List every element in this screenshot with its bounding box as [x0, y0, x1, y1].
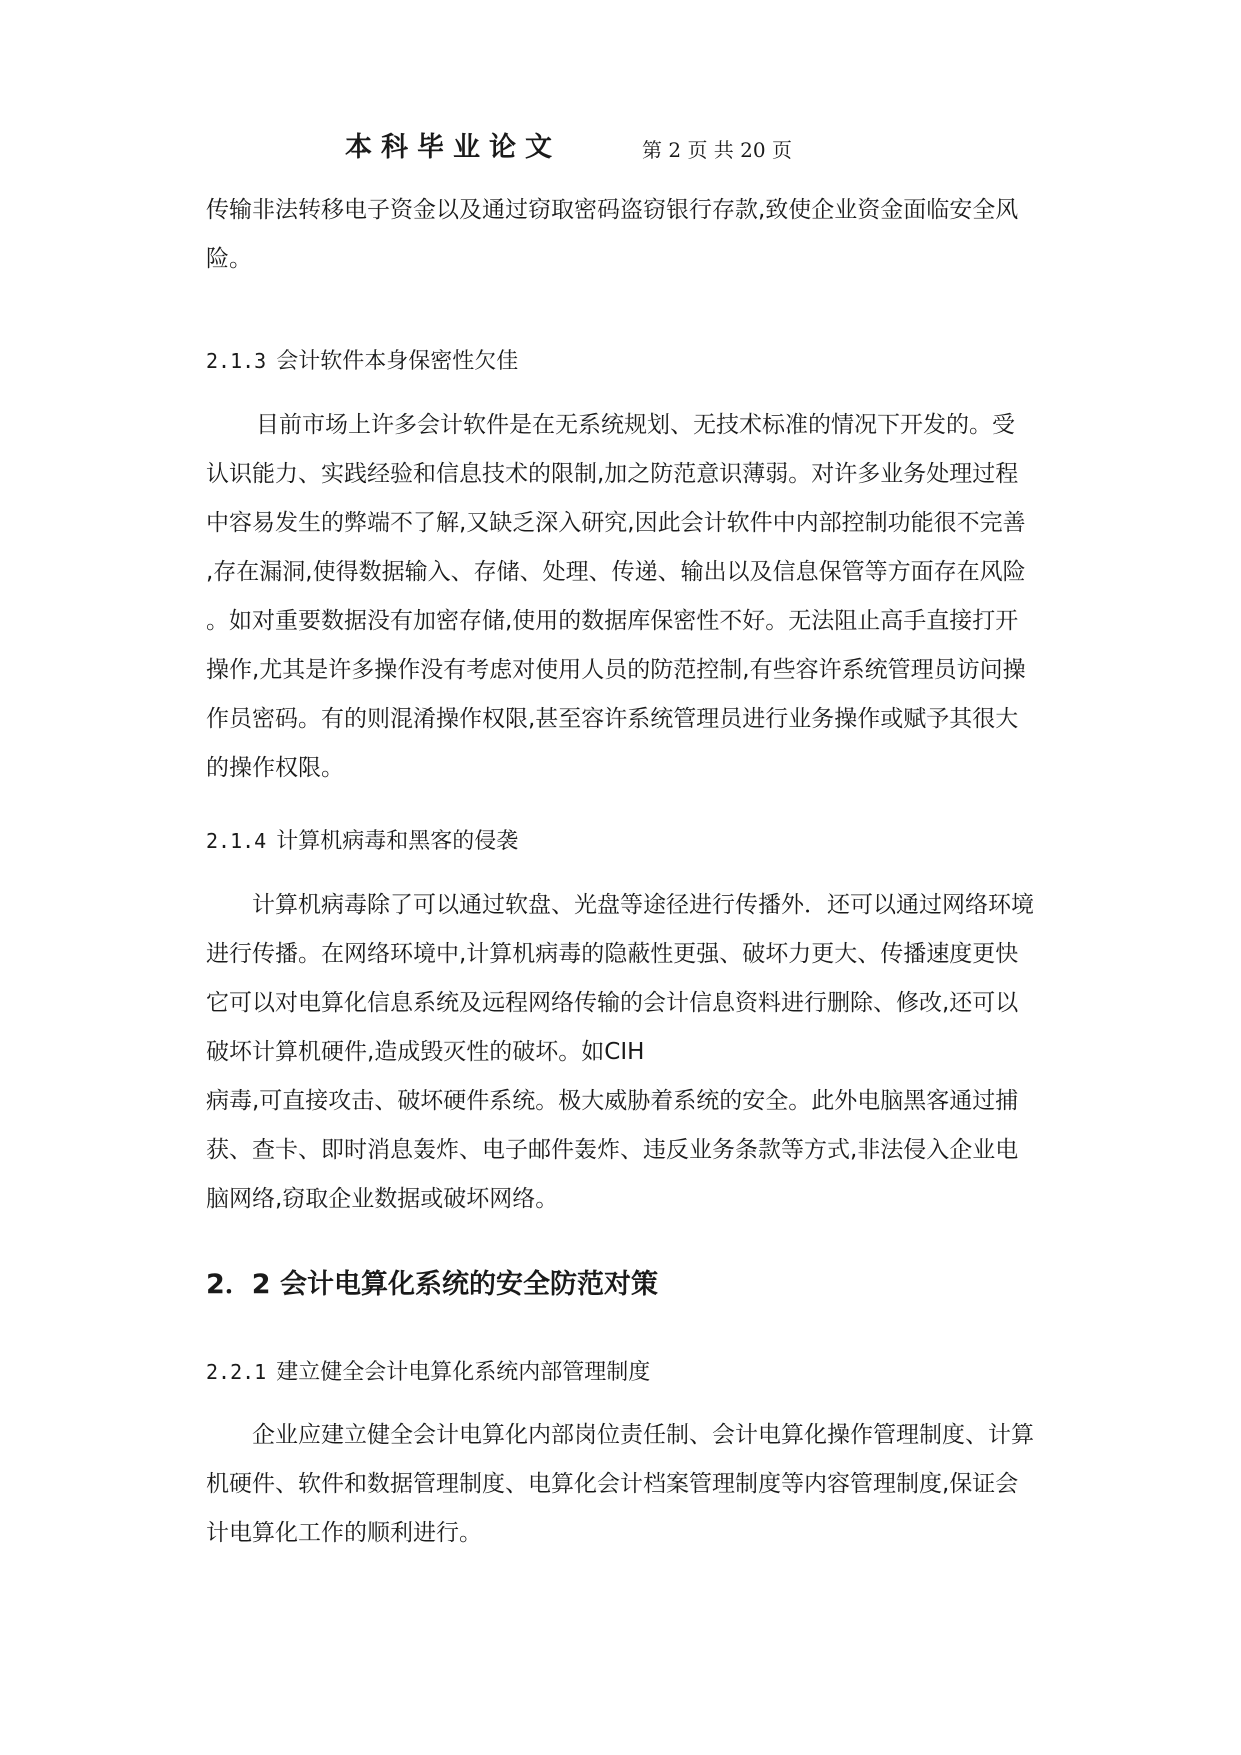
text-line: 传输非法转移电子资金以及通过窃取密码盗窃银行存款,致使企业资金面临安全风 — [206, 197, 1019, 223]
text-line: 计算机病毒除了可以通过软盘、光盘等途径进行传播外．还可以通过网络环境 — [252, 892, 1034, 918]
text-line: 作员密码。有的则混淆操作权限,甚至容许系统管理员进行业务操作或赋予其很大 — [206, 706, 1019, 732]
text-line: 获、查卡、即时消息轰炸、电子邮件轰炸、违反业务条款等方式,非法侵入企业电 — [206, 1137, 1019, 1163]
subsection-number: 2.2.1 — [206, 1360, 267, 1384]
text-line: 中容易发生的弊端不了解,又缺乏深入研究,因此会计软件中内部控制功能很不完善 — [206, 510, 1026, 536]
subsection-title: 计算机病毒和黑客的侵袭 — [276, 829, 519, 854]
paragraph-2 — [206, 401, 1106, 793]
text-line: 它可以对电算化信息系统及远程网络传输的会计信息资料进行删除、修改,还可以 — [206, 990, 1019, 1016]
text-line: ,存在漏洞,使得数据输入、存储、处理、传递、输出以及信息保管等方面存在风险 — [206, 559, 1026, 585]
text-line: 险。 — [206, 246, 252, 272]
subsection-heading-2-1-4 — [206, 821, 518, 862]
subsection-heading-2-2-1 — [206, 1352, 650, 1393]
subsection-number: 2.1.3 — [206, 349, 267, 373]
text-line: 认识能力、实践经验和信息技术的限制,加之防范意识薄弱。对许多业务处理过程 — [206, 461, 1019, 487]
page-header — [0, 128, 1241, 168]
section-heading-2-2: 2．2 会计电算化系统的安全防范对策 — [206, 1269, 658, 1300]
page-number-info: 第 2 页 共 20 页 — [642, 138, 792, 162]
subsection-title: 会计软件本身保密性欠佳 — [276, 349, 519, 374]
thesis-title: 本科毕业论文 — [345, 132, 561, 163]
text-line: 。如对重要数据没有加密存储,使用的数据库保密性不好。无法阻止高手直接打开 — [206, 608, 1019, 634]
text-line: 病毒,可直接攻击、破坏硬件系统。极大威胁着系统的安全。此外电脑黑客通过捕 — [206, 1088, 1019, 1114]
text-line: 计电算化工作的顺利进行。 — [206, 1520, 482, 1546]
text-line: 进行传播。在网络环境中,计算机病毒的隐蔽性更强、破坏力更大、传播速度更快 — [206, 941, 1019, 967]
subsection-title: 建立健全会计电算化系统内部管理制度 — [276, 1360, 651, 1385]
text-line: 破坏计算机硬件,造成毁灭性的破坏。如CIH — [206, 1039, 645, 1065]
paragraph-4 — [206, 1411, 1106, 1558]
paragraph-1 — [206, 186, 1106, 284]
text-line: 机硬件、软件和数据管理制度、电算化会计档案管理制度等内容管理制度,保证会 — [206, 1471, 1019, 1497]
text-line: 操作,尤其是许多操作没有考虑对使用人员的防范控制,有些容许系统管理员访问操 — [206, 657, 1026, 683]
text-line: 的操作权限。 — [206, 755, 344, 781]
text-line: 目前市场上许多会计软件是在无系统规划、无技术标准的情况下开发的。受 — [256, 412, 1015, 438]
paragraph-3 — [206, 881, 1106, 1224]
text-line: 脑网络,窃取企业数据或破坏网络。 — [206, 1186, 559, 1212]
text-line: 企业应建立健全会计电算化内部岗位责任制、会计电算化操作管理制度、计算 — [252, 1422, 1034, 1448]
subsection-heading-2-1-3 — [206, 341, 518, 382]
subsection-number: 2.1.4 — [206, 829, 267, 853]
